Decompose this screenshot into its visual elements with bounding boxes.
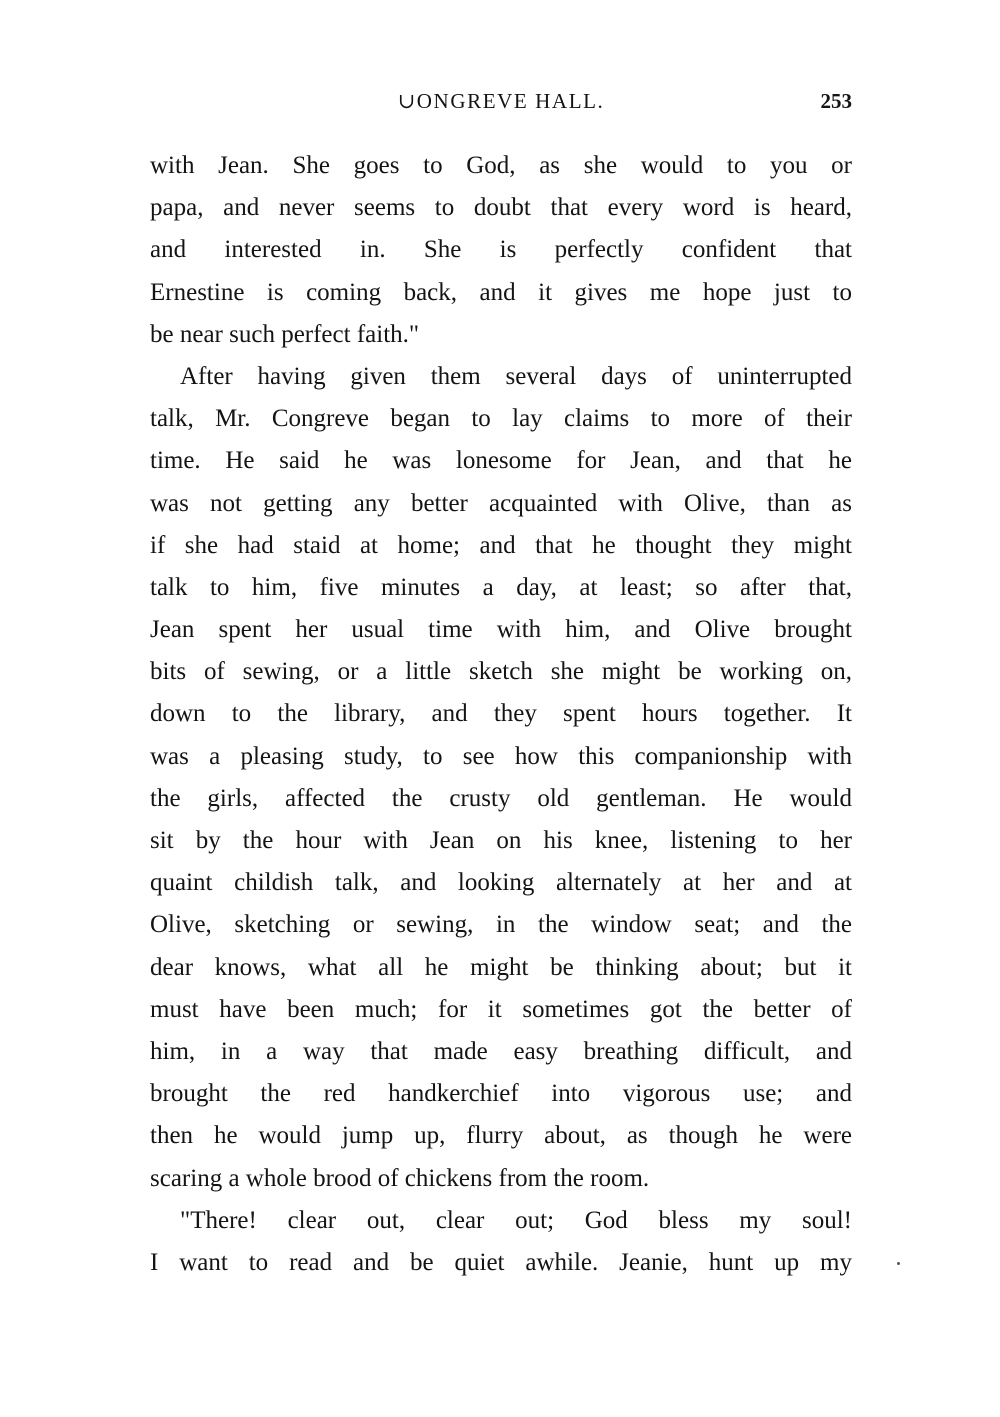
text-line: I want to read and be quiet awhile. Jeanie, hunt up my: [150, 1248, 852, 1276]
paragraph-2: [150, 356, 852, 1200]
text-line: time. He said he was lonesome for Jean, and that he: [150, 447, 852, 475]
text-line: was not getting any better acquainted with Olive, than as: [150, 489, 852, 517]
running-title: ∪ONGREVE HALL.: [397, 89, 605, 113]
text-line: then he would jump up, flurry about, as though he were: [150, 1122, 852, 1150]
text-line: quaint childish talk, and looking alternately at her and at: [150, 869, 852, 897]
text-line: talk, Mr. Congreve began to lay claims to more of their: [150, 405, 852, 433]
text-line: be near such perfect faith.": [150, 320, 420, 348]
text-line: the girls, affected the crusty old gentleman. He would: [150, 784, 852, 812]
text-line: dear knows, what all he might be thinking about; but it: [150, 953, 852, 981]
text-line: talk to him, five minutes a day, at least; so after that,: [150, 573, 852, 601]
text-line: Ernestine is coming back, and it gives me hope just to: [150, 278, 852, 306]
text-line: sit by the hour with Jean on his knee, listening to her: [150, 827, 852, 854]
text-line: Jean spent her usual time with him, and Olive brought: [150, 616, 852, 644]
text-line: and interested in. She is perfectly confident that: [150, 236, 852, 264]
running-header: [150, 86, 852, 116]
text-line: After having given them several days of uninterrupted: [180, 362, 852, 390]
text-line: must have been much; for it sometimes got the better of: [150, 995, 852, 1023]
page-number: 253: [820, 89, 852, 113]
text-line: "There! clear out, clear out; God bless my soul!: [180, 1206, 852, 1234]
text-line: bits of sewing, or a little sketch she might be working on,: [150, 658, 852, 686]
text-line: him, in a way that made easy breathing difficult, and: [150, 1037, 852, 1065]
text-line: scaring a whole brood of chickens from the room.: [150, 1164, 650, 1192]
scan-speck: [897, 1262, 900, 1265]
paragraph-3: [150, 1200, 852, 1284]
text-line: down to the library, and they spent hours together. It: [150, 700, 852, 728]
body-text: [150, 145, 852, 1284]
text-line: Olive, sketching or sewing, in the window seat; and the: [150, 911, 852, 939]
text-line: with Jean. She goes to God, as she would to you or: [150, 152, 852, 179]
text-line: papa, and never seems to doubt that every word is heard,: [150, 194, 852, 222]
text-line: was a pleasing study, to see how this companionship with: [150, 742, 852, 770]
paragraph-1: [150, 145, 852, 356]
text-line: brought the red handkerchief into vigorous use; and: [150, 1080, 852, 1108]
text-line: if she had staid at home; and that he thought they might: [150, 531, 852, 559]
